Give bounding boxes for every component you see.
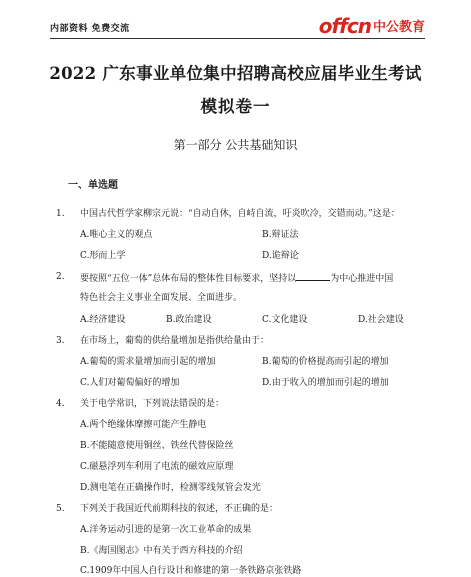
option-b: B.政治建设 <box>166 315 212 325</box>
offcn-logo <box>319 16 425 36</box>
option-d: D.由于收入的增加而引起的增加 <box>262 378 389 388</box>
option-b: B.《海国图志》中有关于西方科技的介绍 <box>80 546 243 556</box>
question-stem: 下列关于我国近代前期科技的叙述，不正确的是： <box>80 504 279 514</box>
question-stem-line2: 特色社会主义事业全面发展、全面进步。 <box>80 293 243 303</box>
option-c: C.磁悬浮列车利用了电流的磁效应原理 <box>80 462 234 472</box>
option-c: C.人们对葡萄偏好的增加 <box>80 378 180 388</box>
option-d: D.社会建设 <box>358 315 404 325</box>
option-b: B.不能随意使用铜丝、铁丝代替保险丝 <box>80 441 234 451</box>
question-stem-part-a: 要按照“五位一体”总体布局的整体性目标要求，坚持以 <box>80 274 297 284</box>
question-stem: 在市场上，葡萄的供给量增加是指供给量由于： <box>80 336 270 346</box>
page-header <box>50 8 425 39</box>
part-heading: 第一部分 公共基础知识 <box>173 138 298 152</box>
logo-offcn-text: offcn <box>318 14 371 38</box>
question-number: 2. <box>56 272 65 282</box>
logo-cn-text: 中公教育 <box>372 20 425 35</box>
question-number: 1. <box>56 209 65 219</box>
option-a: A.葡萄的需求量增加而引起的增加 <box>80 357 216 367</box>
option-b: B.辩证法 <box>262 230 299 240</box>
fill-in-blank <box>296 271 330 281</box>
option-a: A.两个绝缘体摩擦可能产生静电 <box>80 420 207 430</box>
question-number: 5. <box>56 504 65 514</box>
question-number: 3. <box>56 336 65 346</box>
option-a: A.经济建设 <box>80 315 126 325</box>
section-heading: 一、单选题 <box>68 180 118 191</box>
document-title-line1: 2022 广东事业单位集中招聘高校应届毕业生考试 <box>49 64 422 83</box>
question-stem: 关于电学常识，下列说法错误的是： <box>80 399 225 409</box>
option-a: A.洋务运动引进的是第一次工业革命的成果 <box>80 525 252 535</box>
option-c: C.形而上学 <box>80 251 126 261</box>
question-number: 4. <box>56 399 65 409</box>
option-d: D.诡辩论 <box>262 251 299 261</box>
question-stem-part-b: 为中心推进中国 <box>330 274 394 284</box>
header-left-text: 内部资料 免费交流 <box>50 24 130 34</box>
document-title-line2: 模拟卷一 <box>200 97 271 116</box>
option-d: D.测电笔在正确操作时，检测零线氖管会发光 <box>80 483 261 493</box>
option-b: B.葡萄的价格提高而引起的增加 <box>262 357 389 367</box>
option-c: C.1909年中国人自行设计和修建的第一条铁路京张铁路 <box>80 566 302 576</box>
question-stem <box>80 271 393 285</box>
option-a: A.唯心主义的观点 <box>80 230 153 240</box>
option-c: C.文化建设 <box>262 315 308 325</box>
question-stem: 中国古代哲学家柳宗元说：“自动自休，自峙自流，吁炎吹冷，交错而动。”这是： <box>80 209 400 219</box>
